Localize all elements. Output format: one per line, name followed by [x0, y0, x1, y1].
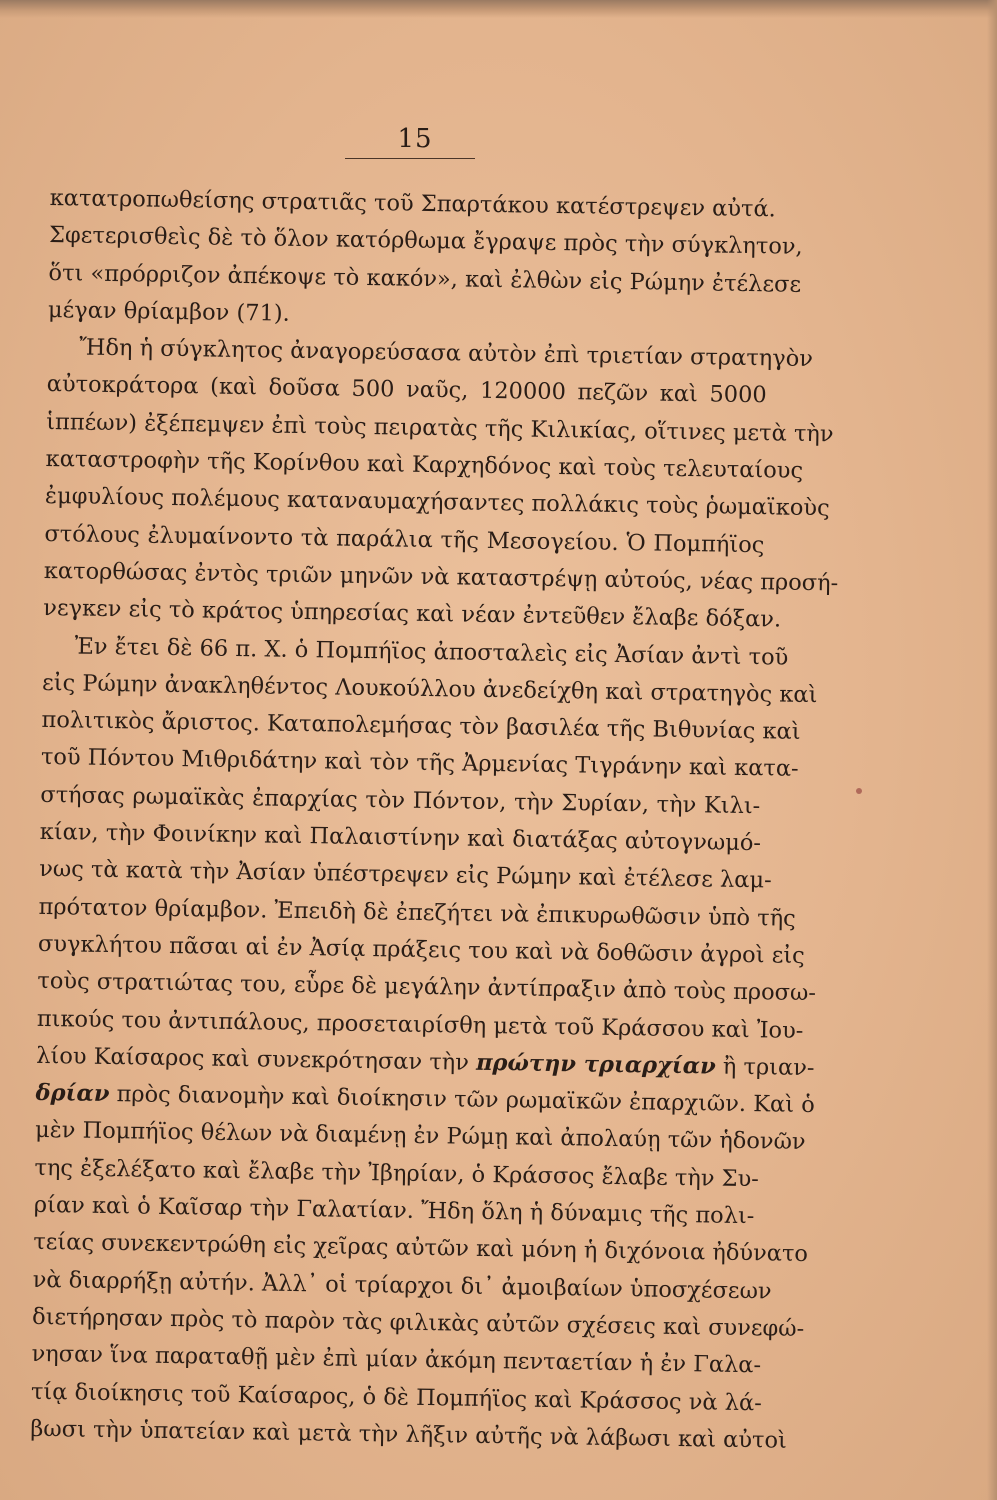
page-right-edge: [987, 0, 997, 1500]
text-line: βωσι τὴν ὑπατείαν καὶ μετὰ τὴν λῆξιν αὐτῆς νὰ λάβωσι καὶ αὐτοὶ: [30, 1415, 788, 1454]
page-number: 15: [397, 124, 433, 154]
text-line: νως τὰ κατὰ τὴν Ἀσίαν ὑπέστρεψεν εἰς Ρώμην καὶ ἐτέλεσε λαμ-: [38, 856, 772, 894]
header-rule: [345, 158, 475, 159]
ink-spot: [856, 788, 862, 794]
text-line: νὰ διαρρήξῃ αὐτήν. Ἀλλ᾽ οἱ τρίαρχοι δι᾽ ἀμοιβαίων ὑποσχέσεων: [32, 1266, 772, 1305]
text-line: Σφετερισθεὶς δὲ τὸ ὅλον κατόρθωμα ἔγραψε πρὸς τὴν σύγκλητον,: [48, 222, 803, 261]
text-line: πολιτικὸς ἄριστος. Καταπολεμήσας τὸν βασιλέα τῆς Βιθυνίας καὶ: [41, 707, 801, 746]
text-line: της ἐξελέξατο καὶ ἔλαβε τὴν Ἰβηρίαν, ὁ Κράσσος ἔλαβε τὴν Συ-: [34, 1154, 760, 1192]
text-line: ρίαν καὶ ὁ Καῖσαρ τὴν Γαλατίαν. Ἤδη ὅλη ἡ δύναμις τῆς πολι-: [33, 1191, 755, 1230]
text-line: Ἤδη ἡ σύγκλητος ἀναγορεύσασα αὐτὸν ἐπὶ τριετίαν στρατηγὸν: [79, 334, 814, 373]
text-line: τείας συνεκεντρώθη εἰς χεῖρας αὐτῶν καὶ μόνη ἡ διχόνοια ἠδύνατο: [33, 1229, 809, 1268]
text-line: κίαν, τὴν Φοινίκην καὶ Παλαιστίνην καὶ διατάξας αὐτογνωμό-: [39, 818, 762, 857]
text-line: αὐτοκράτορα (καὶ δοῦσα 500 ναῦς, 120000 πεζῶν καὶ 5000: [46, 371, 767, 409]
text-line: εἰς Ρώμην ἀνακληθέντος Λουκούλλου ἀνεδείχθη καὶ στρατηγὸς καὶ: [41, 669, 818, 708]
text-line: τοὺς στρατιώτας του, εὗρε δὲ μεγάλην ἀντίπραξιν ἀπὸ τοὺς προσω-: [37, 968, 817, 1007]
text-line: νεγκεν εἰς τὸ κράτος ὑπηρεσίας καὶ νέαν ἐντεῦθεν ἔλαβε δόξαν.: [43, 595, 782, 633]
text-line: μὲν Πομπήϊος θέλων νὰ διαμένῃ ἐν Ρώμῃ καὶ ἀπολαύῃ τῶν ἡδονῶν: [34, 1117, 806, 1156]
text-line: ἐμφυλίους πολέμους καταναυμαχήσαντες πολλάκις τοὺς ῥωμαϊκοὺς: [44, 483, 830, 522]
line-suffix: πρὸς διανομὴν καὶ διοίκησιν τῶν ρωμαϊκῶν ἐπαρχιῶν. Καὶ ὁ: [109, 1081, 815, 1119]
text-line: μέγαν θρίαμβον (71).: [47, 296, 291, 327]
text-line: τίᾳ διοίκησις τοῦ Καίσαρος, ὁ δὲ Πομπήϊος καὶ Κράσσος νὰ λά-: [30, 1378, 763, 1416]
text-line: ὅτι «πρόρριζον ἀπέκοψε τὸ κακόν», καὶ ἐλθὼν εἰς Ρώμην ἐτέλεσε: [48, 259, 802, 298]
line-suffix: ἢ τριαν-: [715, 1053, 815, 1081]
emphasis-first-triarchy: πρώτην τριαρχίαν: [475, 1049, 716, 1080]
text-line: κατορθώσας ἐντὸς τριῶν μηνῶν νὰ καταστρέψῃ αὐτούς, νέας προσή-: [43, 557, 839, 597]
text-line: τοῦ Πόντου Μιθριδάτην καὶ τὸν τῆς Ἀρμενίας Τιγράνην καὶ κατα-: [40, 744, 799, 783]
page-top-edge: [0, 0, 997, 18]
emphasis-triandrian: δρίαν: [35, 1080, 110, 1108]
text-line: στόλους ἐλυμαίνοντο τὰ παράλια τῆς Μεσογείου. Ὁ Πομπήϊος: [44, 520, 765, 558]
body-text: [30, 180, 839, 1459]
line-prefix: λίου Καίσαρος καὶ συνεκρότησαν τὴν: [36, 1042, 477, 1076]
text-line: καταστροφὴν τῆς Κορίνθου καὶ Καρχηδόνος καὶ τοὺς τελευταίους: [45, 446, 804, 484]
text-line: στήσας ρωμαϊκὰς ἐπαρχίας τὸν Πόντον, τὴν Συρίαν, τὴν Κιλι-: [40, 781, 761, 819]
text-line: πικούς του ἀντιπάλους, προσεταιρίσθη μετὰ τοῦ Κράσσου καὶ Ἰου-: [36, 1005, 804, 1044]
text-line: συγκλήτου πᾶσαι αἱ ἐν Ἀσίᾳ πράξεις του καὶ νὰ δοθῶσιν ἀγροὶ εἰς: [37, 930, 805, 969]
text-line: διετήρησαν πρὸς τὸ παρὸν τὰς φιλικὰς αὐτῶν σχέσεις καὶ συνεφώ-: [31, 1303, 805, 1342]
text-line: ἱππέων) ἐξέπεμψεν ἐπὶ τοὺς πειρατὰς τῆς Κιλικίας, οἵτινες μετὰ τὴν: [45, 408, 834, 448]
text-line: νησαν ἵνα παραταθῇ μὲν ἐπὶ μίαν ἀκόμη πενταετίαν ἡ ἐν Γαλα-: [31, 1341, 762, 1379]
text-line: Ἐν ἔτει δὲ 66 π. Χ. ὁ Πομπήϊος ἀποσταλεὶς εἰς Ἀσίαν ἀντὶ τοῦ: [74, 633, 789, 671]
text-line: κατατροπωθείσης στρατιᾶς τοῦ Σπαρτάκου κατέστρεψεν αὐτά.: [49, 184, 777, 223]
text-line: πρότατον θρίαμβον. Ἐπειδὴ δὲ ἐπεζήτει νὰ ἐπικυρωθῶσιν ὑπὸ τῆς: [38, 893, 796, 932]
